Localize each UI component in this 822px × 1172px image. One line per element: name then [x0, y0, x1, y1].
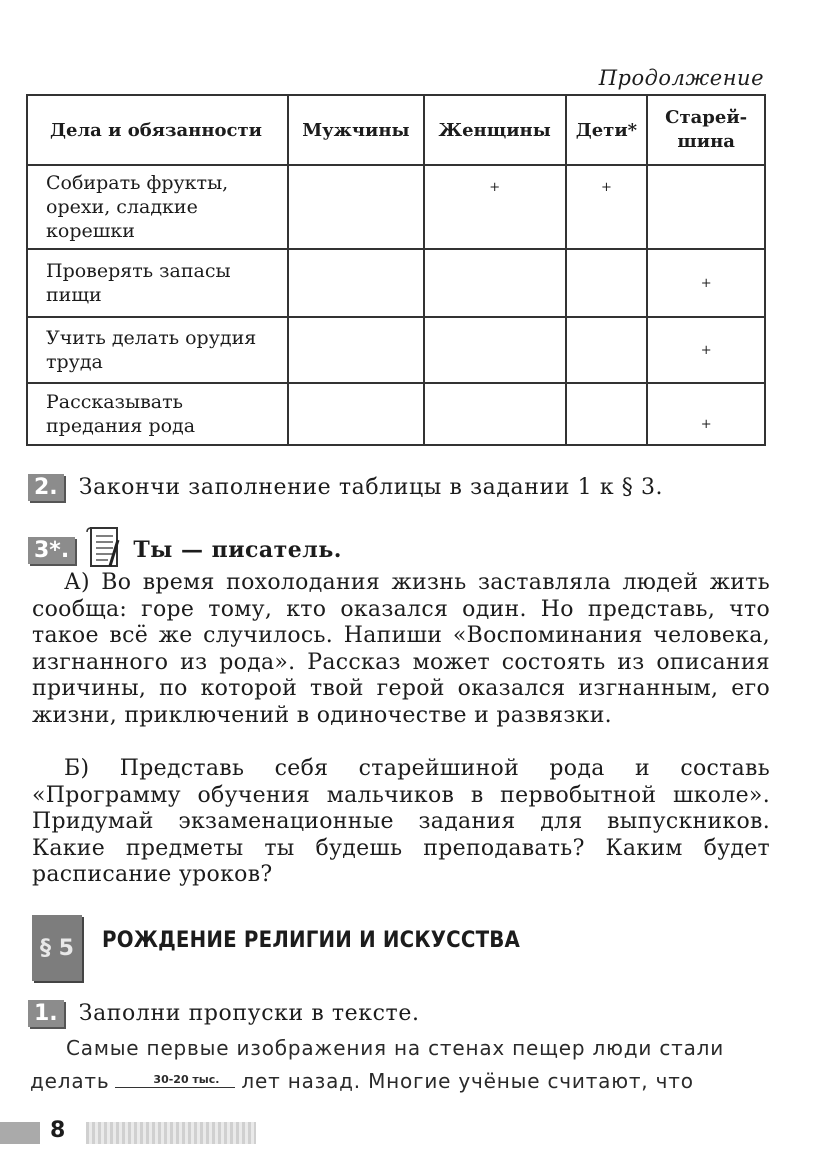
task-2-text: Закончи заполнение таблицы в задании 1 к § 3.: [78, 475, 664, 500]
task-3-title: Ты — писатель.: [133, 537, 342, 563]
table-row: [27, 317, 765, 383]
continuation-label: Продолжение: [598, 66, 764, 90]
fill-in-sentence: [30, 1032, 775, 1098]
cell-elder[interactable]: +: [647, 249, 765, 317]
table-header-row: [27, 95, 765, 165]
header-duties: Дела и обязанности: [27, 95, 288, 165]
task-number-badge: 3*.: [28, 537, 75, 564]
cell-women[interactable]: [424, 249, 566, 317]
cell-children[interactable]: [566, 317, 648, 383]
table-row: [27, 383, 765, 445]
row-label: Проверять запасы пищи: [27, 249, 288, 317]
footer-decoration: [86, 1122, 256, 1144]
task-3: [28, 526, 342, 574]
task-number-badge: 1.: [28, 1000, 64, 1027]
sentence-end: лет назад. Многие учёные считают, что: [241, 1069, 694, 1093]
cell-women[interactable]: [424, 383, 566, 445]
header-elder: Старей- шина: [647, 95, 765, 165]
section-title: РОЖДЕНИЕ РЕЛИГИИ И ИСКУССТВА: [102, 928, 521, 953]
table-row: [27, 165, 765, 249]
cell-men[interactable]: [288, 249, 424, 317]
task-1-text: Заполни пропуски в тексте.: [78, 1001, 420, 1026]
cell-men[interactable]: [288, 165, 424, 249]
table-row: [27, 249, 765, 317]
cell-women[interactable]: +: [424, 165, 566, 249]
task-2: [28, 474, 663, 501]
cell-women[interactable]: [424, 317, 566, 383]
task-number-badge: 2.: [28, 474, 64, 501]
task-3-para-a: А) Во время похолодания жизнь заставляла людей жить сообща: горе тому, кто оказался один. Но представь, что такое всё же случилось. Напиши «Воспоминания человека, изгнанного из рода». Рассказ может состоять из описания причины, по которой твой герой оказался изгнанным, его жизни, приключений в одиночестве и развязки.: [32, 570, 770, 728]
cell-elder[interactable]: +: [647, 383, 765, 445]
section-number-badge: § 5: [32, 915, 82, 981]
answer-blank[interactable]: [115, 1073, 235, 1088]
header-children: Дети*: [566, 95, 648, 165]
footer-bar: [0, 1122, 40, 1144]
cell-elder[interactable]: +: [647, 317, 765, 383]
row-label: Рассказывать предания рода: [27, 383, 288, 445]
duties-table: [26, 94, 766, 446]
row-label: Учить делать орудия труда: [27, 317, 288, 383]
page-number: 8: [50, 1118, 66, 1143]
header-men: Мужчины: [288, 95, 424, 165]
cell-children[interactable]: +: [566, 165, 648, 249]
task-3-para-b: Б) Представь себя старейшиной рода и составь «Программу обучения мальчиков в первобытной школе». Придумай экзаменационные задания для выпускников. Какие предметы ты будешь преподавать? Каким будет расписание уроков?: [32, 756, 770, 887]
cell-elder[interactable]: [647, 165, 765, 249]
cell-men[interactable]: [288, 317, 424, 383]
cell-men[interactable]: [288, 383, 424, 445]
header-women: Женщины: [424, 95, 566, 165]
row-label: Собирать фрукты, орехи, сладкие корешки: [27, 165, 288, 249]
cell-children[interactable]: [566, 249, 648, 317]
cell-children[interactable]: [566, 383, 648, 445]
sentence-start: Самые первые изображения на стенах пещер люди стали делать: [30, 1036, 725, 1093]
task-1: [28, 1000, 420, 1027]
handwritten-answer: 30-20 тыс.: [153, 1073, 220, 1086]
notebook-icon: [86, 526, 124, 574]
